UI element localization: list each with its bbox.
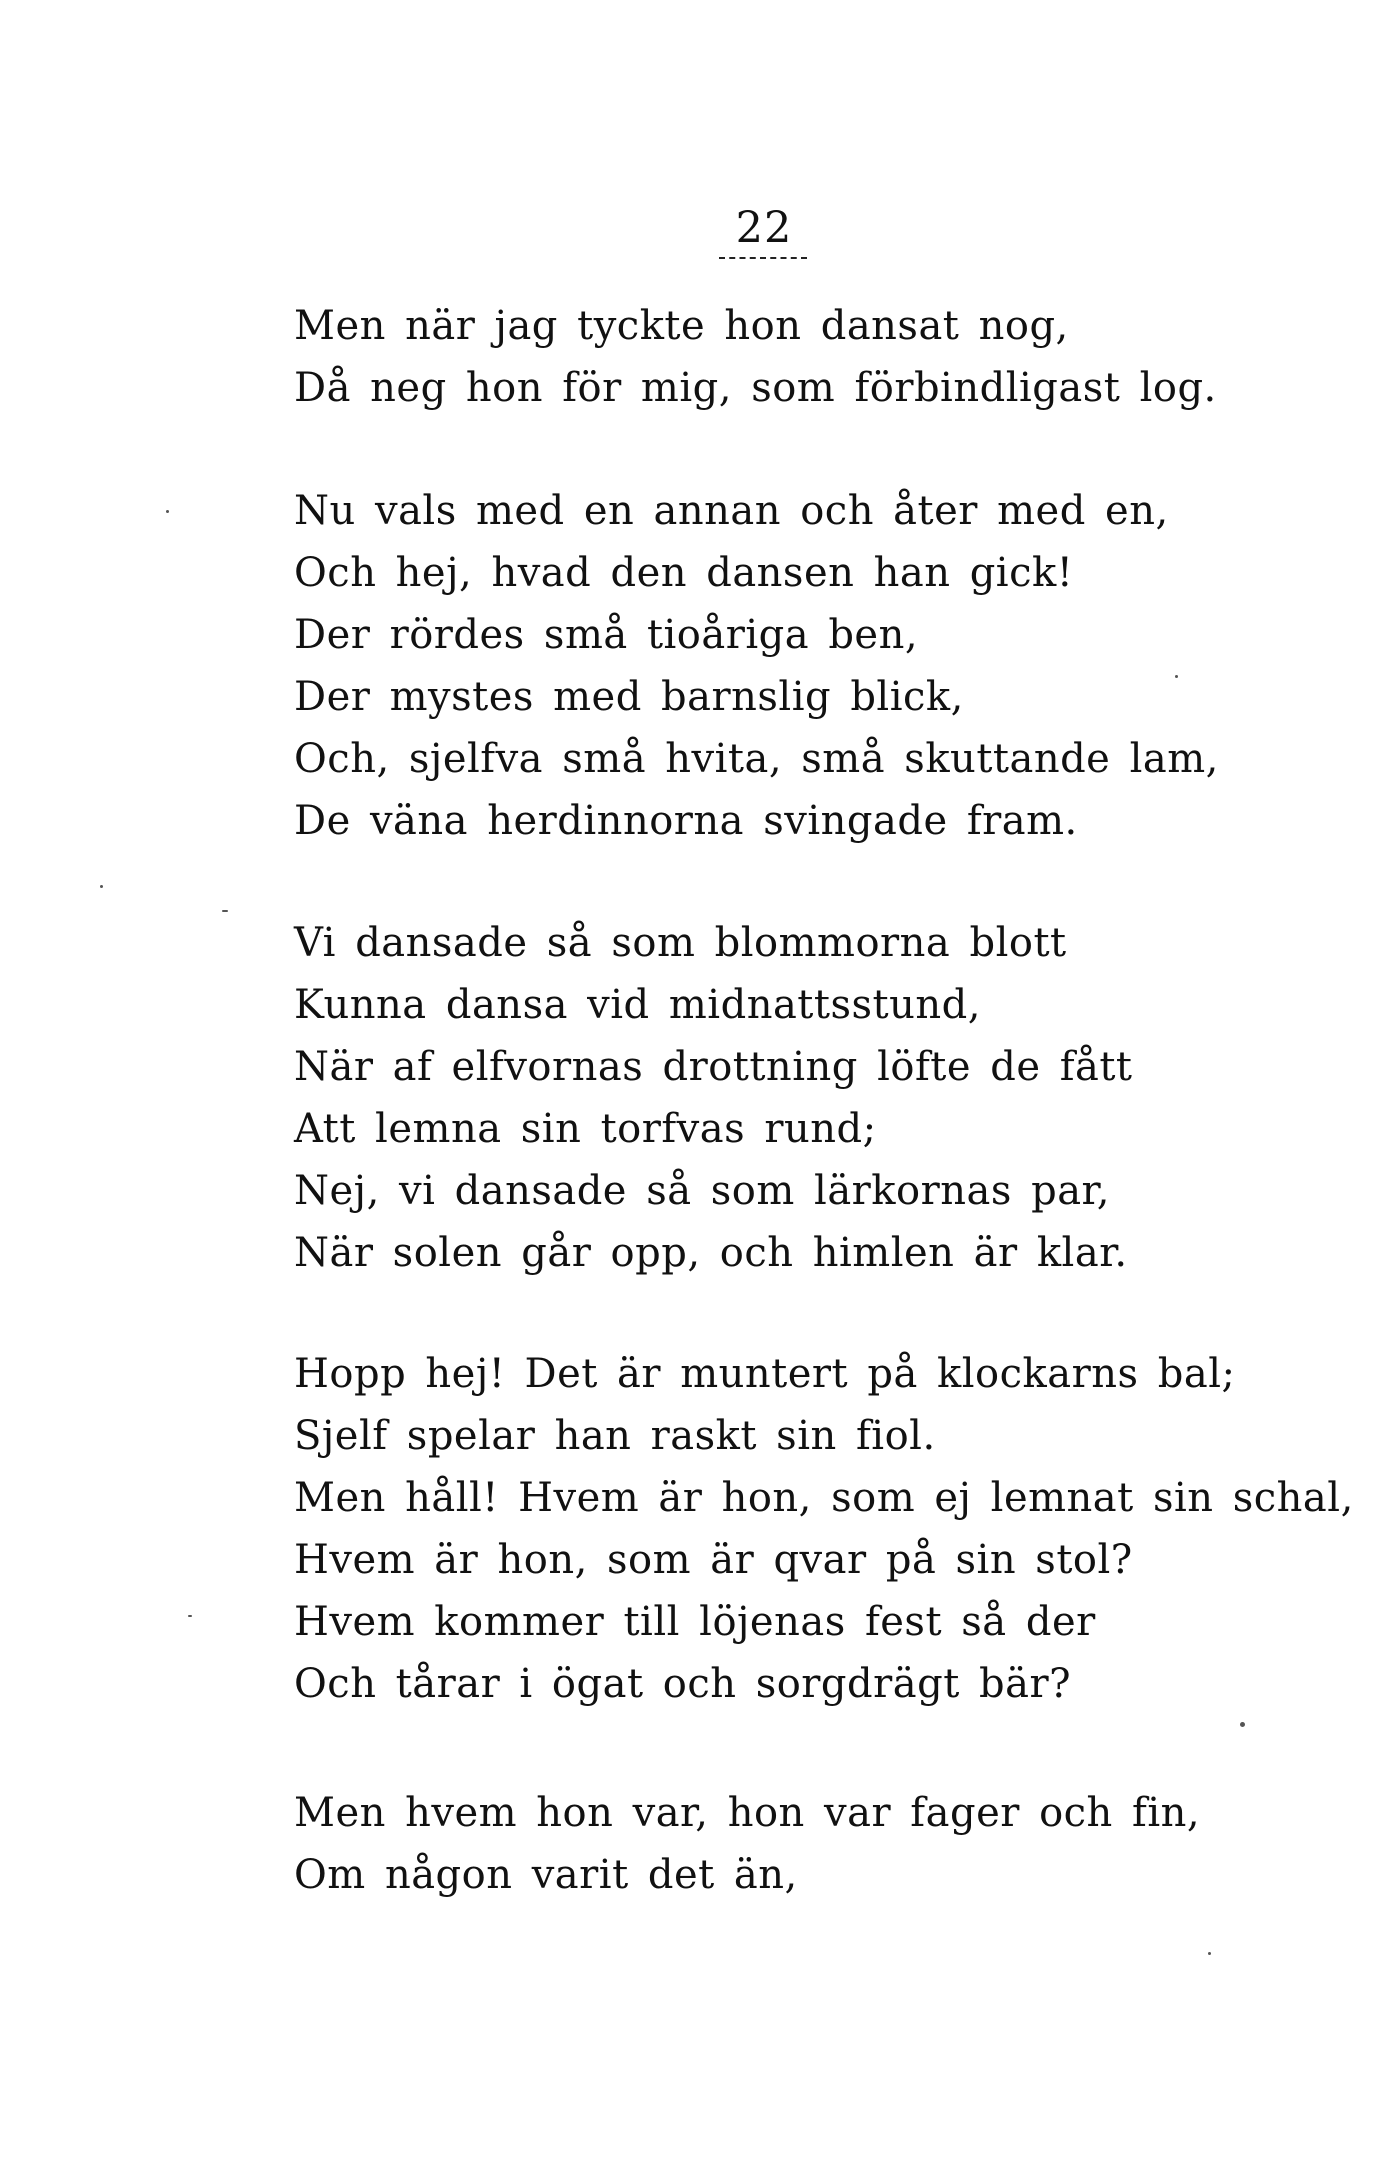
ink-speck: [188, 1615, 192, 1617]
verse-line: Nej, vi dansade så som lärkornas par,: [294, 1168, 1110, 1214]
verse-line: Att lemna sin torfvas rund;: [294, 1106, 877, 1152]
verse-line: Och, sjelfva små hvita, små skuttande lam,: [294, 736, 1219, 782]
stanza-5: [294, 1782, 1200, 1906]
verse-line: De väna herdinnorna svingade fram.: [294, 798, 1078, 844]
verse-line: Men hvem hon var, hon var fager och fin,: [294, 1790, 1201, 1836]
ink-speck: [1240, 1722, 1245, 1727]
verse-line: När solen går opp, och himlen är klar.: [294, 1230, 1128, 1276]
verse-line: Då neg hon för mig, som förbindligast log.: [294, 365, 1217, 411]
verse-line: Der mystes med barnslig blick,: [294, 674, 964, 720]
ink-speck: [1175, 675, 1178, 678]
verse-line: Hopp hej! Det är muntert på klockarns bal;: [294, 1351, 1236, 1397]
verse-line: Der rördes små tioåriga ben,: [294, 612, 919, 658]
verse-line: Sjelf spelar han raskt sin fiol.: [294, 1413, 936, 1459]
verse-line: Men håll! Hvem är hon, som ej lemnat sin schal,: [294, 1475, 1354, 1521]
verse-line: Och tårar i ögat och sorgdrägt bär?: [294, 1661, 1072, 1707]
verse-line: Nu vals med en annan och åter med en,: [294, 488, 1169, 534]
stanza-4: [294, 1343, 1354, 1715]
stanza-2: [294, 480, 1219, 852]
page-number: 22: [735, 203, 793, 253]
ink-speck: [100, 885, 103, 888]
ink-speck: [1208, 1952, 1211, 1955]
stanza-1: [294, 295, 1217, 419]
verse-line: Och hej, hvad den dansen han gick!: [294, 550, 1074, 596]
stanza-3: [294, 912, 1133, 1284]
verse-line: Hvem är hon, som är qvar på sin stol?: [294, 1537, 1133, 1583]
verse-line: Men när jag tyckte hon dansat nog,: [294, 303, 1069, 349]
verse-line: Hvem kommer till löjenas fest så der: [294, 1599, 1096, 1645]
ink-speck: [222, 910, 228, 912]
verse-line: När af elfvornas drottning löfte de fått: [294, 1044, 1133, 1090]
page-number-rule: [719, 257, 807, 259]
ink-speck: [166, 510, 169, 513]
verse-line: Kunna dansa vid midnattsstund,: [294, 982, 981, 1028]
verse-line: Om någon varit det än,: [294, 1852, 798, 1898]
verse-line: Vi dansade så som blommorna blott: [294, 920, 1067, 966]
